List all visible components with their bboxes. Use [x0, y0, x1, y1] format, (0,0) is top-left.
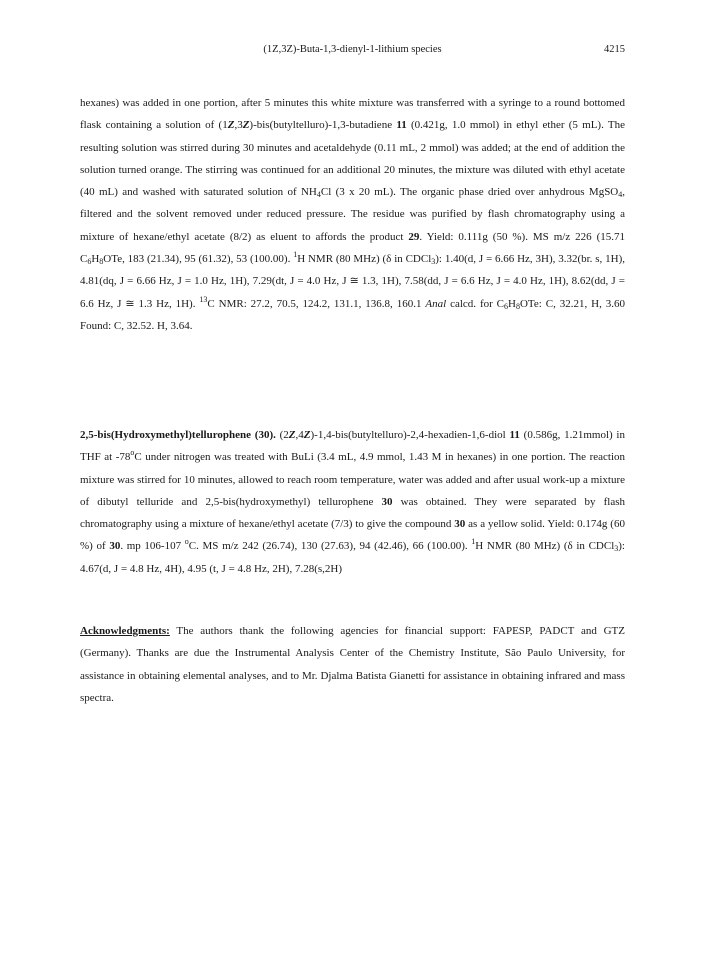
- acknowledgments-heading: Acknowledgments:: [80, 625, 170, 637]
- page-header: [80, 44, 625, 60]
- text-run: (0.586g, 1.21mmol) in THF at -78: [80, 429, 625, 464]
- text-run: )-1,4-bis(butyltelluro)-2,4-hexadien-1,6-diol: [310, 429, 510, 441]
- text-run: OTe, 183 (21.34), 95 (61.32), 53 (100.00).: [103, 253, 294, 266]
- compound-number: 11: [396, 119, 407, 132]
- text-run: H NMR (80 MHz) (δ in CDCl: [297, 253, 432, 266]
- text-run: calcd. for C: [446, 297, 505, 310]
- subscript: 8: [99, 257, 104, 267]
- superscript: 1: [293, 250, 298, 260]
- subscript: 3: [431, 257, 436, 267]
- text-run: H: [91, 253, 100, 266]
- text-run: ): 4.67(d, J = 4.8 Hz, 4H), 4.95 (t, J = 4.8 Hz, 2H), 7.28(s,2H): [80, 540, 625, 575]
- subscript: 8: [515, 301, 520, 311]
- acknowledgments-text: The authors thank the following agencies for financial support: FAPESP, PADCT and GTZ (Germany). Thanks are due the Instrumental Analysis Center of the Chemistry Institute, São Paulo University, for assistance in obtaining elemental analyses, and to Mr. Djalma Batista Gianetti for assistance in obtaining infrared and mass spectra.: [80, 625, 625, 704]
- text-run: , filtered and the solvent removed under reduced pressure. The residue was purified by flash chromatography using a mixture of hexane/ethyl acetate (8/2) as eluent to affords the product: [80, 186, 626, 243]
- subscript: 4: [316, 190, 321, 200]
- page-number: 4215: [604, 44, 625, 55]
- section-heading: 2,5-bis(Hydroxymethyl)tellurophene (30).: [80, 429, 276, 441]
- compound-number: 30: [454, 518, 466, 531]
- superscript: o: [184, 537, 189, 547]
- text-run: C NMR: 27.2, 70.5, 124.2, 131.1, 136.8, 160.1: [207, 297, 426, 310]
- text-run: OTe: C, 32.21, H, 3.60 Found: C, 32.52. H, 3.64.: [80, 297, 625, 332]
- text-run: H: [508, 297, 516, 310]
- subscript: 4: [618, 190, 623, 200]
- text-run: C. MS m/z 242 (26.74), 130 (27.63), 94 (42.46), 66 (100.00).: [188, 540, 472, 553]
- text-run: . Yield: 0.111g (50 %). MS m/z 226 (15.71 C: [80, 230, 625, 266]
- experimental-paragraph-29: [80, 92, 625, 337]
- stereo-descriptor: Z: [288, 429, 296, 441]
- stereo-descriptor: Z: [227, 119, 235, 132]
- text-run: was obtained. They were separated by flash chromatography using a mixture of hexane/ethyl acetate (7/3) to give the compound: [80, 495, 625, 531]
- experimental-paragraph-30: [80, 424, 625, 580]
- running-title: (1Z,3Z)-Buta-1,3-dienyl-1-lithium species: [263, 44, 442, 55]
- italic-term: Anal: [425, 297, 447, 310]
- text-run: hexanes) was added in one portion, after 5 minutes this white mixture was transferred with a syringe to a round bottomed flask containing a solution of (1: [80, 97, 625, 132]
- compound-number: 30: [381, 495, 393, 508]
- stereo-descriptor: Z: [303, 429, 311, 441]
- compound-number: 30: [109, 540, 121, 553]
- superscript: o: [130, 448, 135, 458]
- text-run: )-bis(butyltelluro)-1,3-butadiene: [249, 119, 397, 132]
- stereo-descriptor: Z: [242, 119, 250, 132]
- text-run: H NMR (80 MHz) (δ in CDCl: [475, 540, 615, 553]
- text-run: (0.421g, 1.0 mmol) in ethyl ether (5 mL). The resulting solution was stirred during 30 minutes and acetaldehyde (0.11 mL, 2 mmol) was added; at the end of addition the solution turned orange. The stirring was continued for an additional 20 minutes, the mixture was diluted with ethyl acetate (40 mL) and washed with saturated solution of NH: [80, 119, 625, 199]
- superscript: 13: [199, 294, 208, 304]
- text-run: ,4: [295, 429, 304, 441]
- text-run: as a yellow solid. Yield: 0.174g (60 %) of: [80, 518, 625, 553]
- subscript: 3: [614, 544, 619, 554]
- text-run: Cl (3 x 20 mL). The organic phase dried over anhydrous MgSO: [320, 186, 619, 199]
- text-run: (2: [275, 429, 289, 441]
- text-run: ): 1.40(d, J = 6.66 Hz, 3H), 3.32(br. s, 1H), 4.81(dq, J = 6.66 Hz, J = 1.0 Hz, 1H), 7.29(dt, J = 4.0 Hz, J ≅ 1.3, 1H), 7.58(dd, J = 6.6 Hz, J = 4.0 Hz, 1H), 8.62(dd, J = 6.6 Hz, J ≅ 1.3 Hz, 1H).: [80, 253, 625, 310]
- text-run: ,3: [234, 119, 243, 132]
- acknowledgments-paragraph: [80, 620, 625, 709]
- text-run: . mp 106-107: [120, 540, 185, 553]
- subscript: 6: [504, 301, 509, 311]
- compound-number: 11: [509, 429, 520, 441]
- subscript: 6: [87, 257, 92, 267]
- superscript: 1: [471, 537, 476, 547]
- text-run: C under nitrogen was treated with BuLi (3.4 mL, 4.9 mmol, 1.43 M in hexanes) in one portion. The reaction mixture was stirred for 10 minutes, allowed to reach room temperature, water was added and after usual work-up a mixture of dibutyl telluride and 2,5-bis(hydroxymethyl) tellurophene: [80, 451, 626, 508]
- compound-number: 29: [408, 230, 420, 243]
